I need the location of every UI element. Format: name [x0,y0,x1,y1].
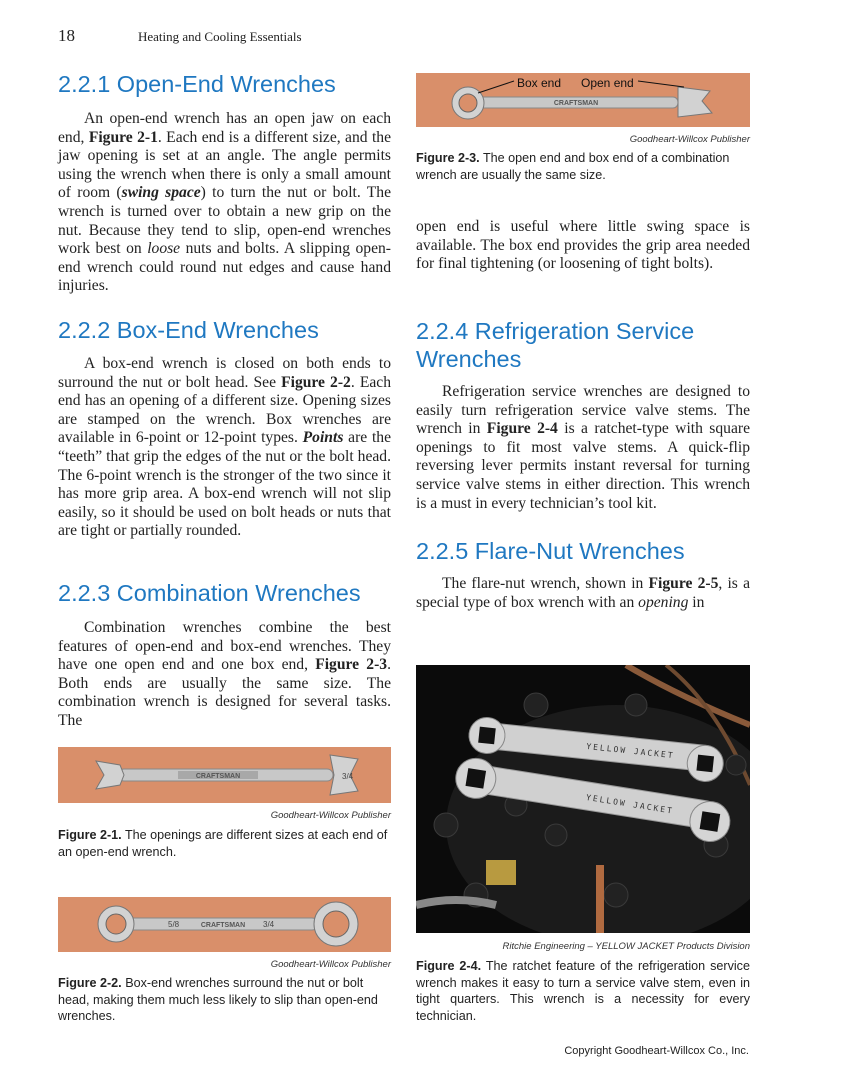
paragraph-2-2-3-continued: open end is useful where little swing space is available. The box end provides the grip area needed for final tightening (or loosening of tight bolts). [416,218,750,273]
copyright-footer: Copyright Goodheart-Willcox Co., Inc. [564,1045,749,1057]
svg-text:YELLOW JACKET: YELLOW JACKET [585,792,675,816]
heading-2-2-2: 2.2.2 Box-End Wrenches [58,317,319,343]
svg-text:5/8: 5/8 [168,920,180,929]
open-end-wrench-image [58,747,391,803]
heading-2-2-1: 2.2.1 Open-End Wrenches [58,71,336,97]
figure-2-3-caption: Figure 2-3. The open end and box end of a combination wrench are usually the same size. [416,151,730,182]
paragraph-2-2-4: Refrigeration service wrenches are designed to easily turn refrigeration service valve stems. The wrench in Figure 2-4 is a ratchet-type with square openings to fit most valve stems. A quick-flip reversing lever permits instant reversal for turning service valve stems in either direction. This wrench is a must in every technician’s tool kit. [416,383,750,512]
svg-text:CRAFTSMAN: CRAFTSMAN [195,773,241,780]
page-number: 18 [58,26,75,45]
svg-text:YELLOW JACKET: YELLOW JACKET [585,741,675,761]
figure-2-4-photo [416,665,750,933]
figure-2-1-photo [58,747,391,803]
paragraph-2-2-1: An open-end wrench has an open jaw on each end, Figure 2-1. Each end is a different size, and the jaw opening is set at an angle. The angle permits using the wrench when there is only a small amount of room (swing space) to turn the nut or bolt. The wrench is turned over to obtain a new grip on the nut. Because they tend to slip, open-end wrenches work best on loose nuts and bolts. A slipping open-end wrench could round nut edges and cause hand injuries. [58,110,392,295]
figure-2-2-caption: Figure 2-2. Box-end wrenches surround the nut or bolt head, making them much less likely to slip than open-end wrenches. [58,976,378,1023]
svg-text:3/4: 3/4 [342,772,354,781]
callout-box-end: Box end [517,76,562,90]
box-end-wrench-image [58,897,391,952]
svg-text:CRAFTSMAN: CRAFTSMAN [553,100,599,107]
paragraph-2-2-2: A box-end wrench is closed on both ends to surround the nut or bolt head. See Figure 2-2. Each end has an opening of a different size. Opening sizes are stamped on the wrench. Box wrenches are available in 6-point or 12-point types. Points are the “teeth” that grip the edges of the nut or the bolt head. The 6-point wrench is the stronger of the two since it has more grip area. A box-end wrench will not slip easily, so it should be used on bolt heads or nuts that are tight or partially rounded. [58,355,392,540]
heading-2-2-5: 2.2.5 Flare-Nut Wrenches [416,538,685,564]
paragraph-2-2-5: The flare-nut wrench, shown in Figure 2-5, is a special type of box wrench with an opening in [416,575,750,611]
running-title: Heating and Cooling Essentials [138,29,302,44]
paragraph-2-2-3: Combination wrenches combine the best features of open-end and box-end wrenches. They have one open end and one box end, Figure 2-3. Both ends are usually the same size. The combination wrench is designed for several tasks. The [58,619,391,729]
svg-text:CRAFTSMAN: CRAFTSMAN [200,922,246,929]
figure-2-2-photo [58,897,391,952]
figure-2-4-credit: Ritchie Engineering – YELLOW JACKET Products Division [502,941,750,952]
heading-2-2-4: 2.2.4 Refrigeration Service Wrenches [416,318,695,372]
svg-text:3/4: 3/4 [263,920,275,929]
ratchet-wrench-image [416,665,750,933]
figure-2-2-credit: Goodheart-Willcox Publisher [270,959,391,970]
figure-2-1-caption: Figure 2-1. The openings are different sizes at each end of an open-end wrench. [58,828,388,859]
figure-2-3-credit: Goodheart-Willcox Publisher [629,134,750,145]
heading-2-2-3: 2.2.3 Combination Wrenches [58,580,361,606]
figure-2-4-caption: Figure 2-4. The ratchet feature of the refrigeration service wrench makes it easy to turn a service valve stem, even in tight quarters. This wrench is a necessity for every technician. [416,959,750,1023]
callout-open-end: Open end [581,76,634,90]
figure-2-1-credit: Goodheart-Willcox Publisher [270,810,391,821]
